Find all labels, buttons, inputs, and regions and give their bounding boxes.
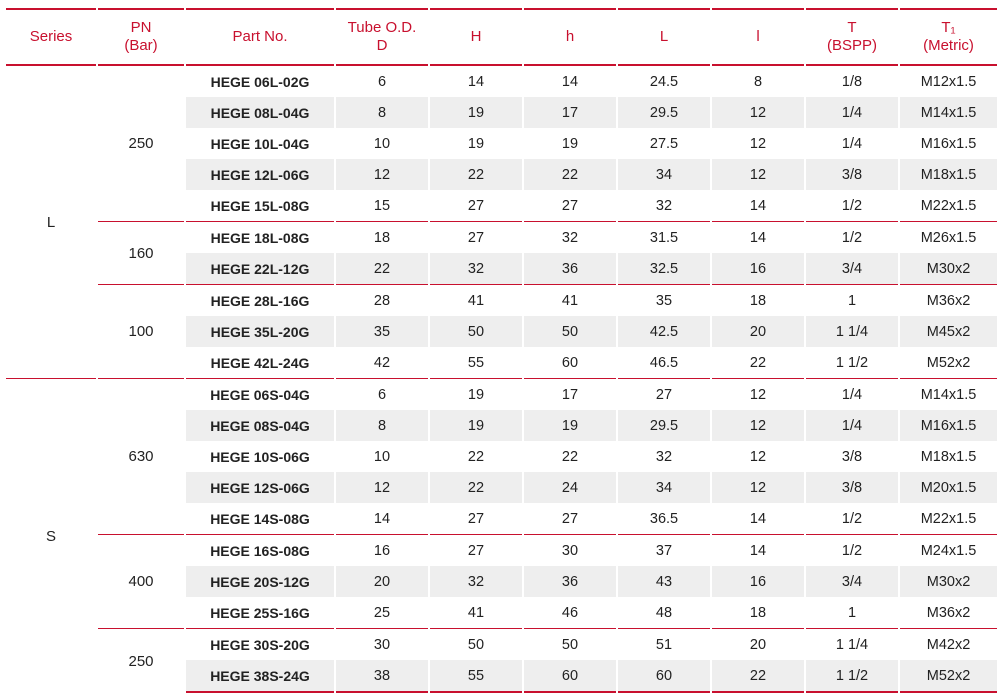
H-cell: 22 — [430, 472, 522, 503]
t-bspp-cell: 3/8 — [806, 472, 898, 503]
tube-od-cell: 16 — [336, 534, 428, 566]
l-cell: 18 — [749, 604, 767, 621]
L-cell: 42.5 — [618, 316, 710, 347]
l-cell: 18 — [712, 284, 804, 316]
H-cell: 27 — [467, 197, 485, 214]
tube-od-cell: 12 — [336, 159, 428, 190]
L-cell: 36.5 — [649, 510, 679, 527]
t1-metric-cell: M52x2 — [900, 660, 997, 693]
l-cell: 16 — [712, 566, 804, 597]
t1-metric-cell: M24x1.5 — [900, 534, 997, 566]
h-cell: 60 — [524, 660, 616, 693]
L-cell: 34 — [618, 472, 710, 503]
t-bspp-cell: 1 — [847, 604, 857, 621]
t1-metric-cell: M36x2 — [900, 284, 997, 316]
header-h: h — [524, 8, 616, 66]
tube-od-cell: 25 — [373, 604, 391, 621]
table-body — [6, 66, 997, 693]
h-cell: 36 — [524, 253, 616, 284]
header-H: H — [430, 8, 522, 66]
t1-metric-cell: M45x2 — [900, 316, 997, 347]
table-row — [6, 534, 997, 566]
spec-table — [4, 8, 999, 693]
pn-cell: 250 — [98, 628, 184, 693]
table-row — [6, 221, 997, 253]
tube-od-cell: 42 — [373, 354, 391, 371]
t-bspp-cell: 1/2 — [806, 221, 898, 253]
H-cell: 27 — [430, 534, 522, 566]
h-cell: 46 — [561, 604, 579, 621]
tube-od-cell: 12 — [336, 472, 428, 503]
t1-metric-cell: M14x1.5 — [900, 97, 997, 128]
L-cell: 31.5 — [618, 221, 710, 253]
header-t1-metric: T₁ (Metric) — [900, 8, 997, 66]
H-cell: 19 — [467, 135, 485, 152]
header-l: l — [712, 8, 804, 66]
h-cell: 27 — [561, 510, 579, 527]
H-cell: 19 — [430, 378, 522, 410]
t-bspp-cell: 1 1/2 — [835, 354, 869, 371]
h-cell: 24 — [524, 472, 616, 503]
header-t-bspp: T (BSPP) — [806, 8, 898, 66]
header-pn: PN (Bar) — [98, 8, 184, 66]
header-L: L — [618, 8, 710, 66]
part-no-cell: HEGE 08S-04G — [186, 410, 334, 441]
h-cell: 22 — [561, 448, 579, 465]
H-cell: 19 — [430, 97, 522, 128]
h-cell: 32 — [524, 221, 616, 253]
l-cell: 8 — [753, 73, 763, 90]
t1-metric-cell: M16x1.5 — [920, 135, 977, 152]
t1-metric-cell: M26x1.5 — [900, 221, 997, 253]
t-bspp-cell: 1/4 — [806, 410, 898, 441]
part-no-cell: HEGE 38S-24G — [186, 660, 334, 693]
table-row — [6, 628, 997, 660]
L-cell: 43 — [618, 566, 710, 597]
H-cell: 14 — [467, 73, 485, 90]
header-part-no: Part No. — [186, 8, 334, 66]
l-cell: 12 — [749, 135, 767, 152]
t1-metric-cell: M20x1.5 — [900, 472, 997, 503]
part-no-cell: HEGE 18L-08G — [186, 221, 334, 253]
part-no-cell: HEGE 25S-16G — [210, 604, 310, 621]
h-cell: 14 — [561, 73, 579, 90]
l-cell: 22 — [712, 660, 804, 693]
L-cell: 60 — [618, 660, 710, 693]
L-cell: 27 — [618, 378, 710, 410]
tube-od-cell: 28 — [336, 284, 428, 316]
l-cell: 12 — [712, 410, 804, 441]
part-no-cell: HEGE 12S-06G — [186, 472, 334, 503]
h-cell: 36 — [524, 566, 616, 597]
H-cell: 55 — [467, 354, 485, 371]
H-cell: 27 — [467, 510, 485, 527]
part-no-cell: HEGE 06S-04G — [186, 378, 334, 410]
part-no-cell: HEGE 28L-16G — [186, 284, 334, 316]
header-tube-od: Tube O.D. D — [336, 8, 428, 66]
l-cell: 20 — [712, 628, 804, 660]
tube-od-cell: 18 — [336, 221, 428, 253]
pn-cell: 100 — [98, 284, 184, 378]
t1-metric-cell: M22x1.5 — [920, 197, 977, 214]
tube-od-cell: 8 — [336, 410, 428, 441]
part-no-cell: HEGE 22L-12G — [186, 253, 334, 284]
L-cell: 29.5 — [618, 97, 710, 128]
tube-od-cell: 6 — [336, 378, 428, 410]
l-cell: 14 — [712, 221, 804, 253]
part-no-cell: HEGE 30S-20G — [186, 628, 334, 660]
H-cell: 22 — [467, 448, 485, 465]
tube-od-cell: 22 — [336, 253, 428, 284]
tube-od-cell: 30 — [336, 628, 428, 660]
part-no-cell: HEGE 35L-20G — [186, 316, 334, 347]
l-cell: 22 — [749, 354, 767, 371]
l-cell: 14 — [749, 197, 767, 214]
L-cell: 32 — [655, 448, 673, 465]
pn-cell: 400 — [98, 534, 184, 628]
part-no-cell: HEGE 20S-12G — [186, 566, 334, 597]
part-no-cell: HEGE 16S-08G — [186, 534, 334, 566]
l-cell: 12 — [749, 448, 767, 465]
t-bspp-cell: 1/4 — [806, 378, 898, 410]
t1-metric-cell: M14x1.5 — [900, 378, 997, 410]
H-cell: 50 — [430, 628, 522, 660]
t1-metric-cell: M52x2 — [926, 354, 971, 371]
t1-metric-cell: M22x1.5 — [920, 510, 977, 527]
t-bspp-cell: 1/2 — [806, 534, 898, 566]
h-cell: 30 — [524, 534, 616, 566]
L-cell: 32.5 — [618, 253, 710, 284]
L-cell: 37 — [618, 534, 710, 566]
h-cell: 50 — [524, 316, 616, 347]
part-no-cell: HEGE 12L-06G — [186, 159, 334, 190]
H-cell: 19 — [430, 410, 522, 441]
H-cell: 32 — [430, 566, 522, 597]
l-cell: 12 — [712, 159, 804, 190]
t-bspp-cell: 1 1/4 — [806, 628, 898, 660]
t-bspp-cell: 3/4 — [806, 253, 898, 284]
t-bspp-cell: 1/4 — [841, 135, 863, 152]
l-cell: 14 — [749, 510, 767, 527]
t-bspp-cell: 1/2 — [841, 510, 863, 527]
part-no-cell: HEGE 06L-02G — [210, 73, 310, 90]
t1-metric-cell: M30x2 — [900, 566, 997, 597]
t1-metric-cell: M42x2 — [900, 628, 997, 660]
table-header — [6, 8, 997, 66]
H-cell: 50 — [430, 316, 522, 347]
t-bspp-cell: 1 1/2 — [806, 660, 898, 693]
h-cell: 60 — [561, 354, 579, 371]
l-cell: 14 — [712, 534, 804, 566]
tube-od-cell: 35 — [336, 316, 428, 347]
tube-od-cell: 6 — [377, 73, 387, 90]
pn-cell: 630 — [98, 378, 184, 534]
L-cell: 24.5 — [649, 73, 679, 90]
table-row — [6, 284, 997, 316]
H-cell: 41 — [467, 604, 485, 621]
h-cell: 17 — [524, 97, 616, 128]
L-cell: 32 — [655, 197, 673, 214]
table-row — [6, 378, 997, 410]
t-bspp-cell: 1 — [806, 284, 898, 316]
h-cell: 27 — [561, 197, 579, 214]
h-cell: 22 — [524, 159, 616, 190]
L-cell: 46.5 — [649, 354, 679, 371]
l-cell: 16 — [712, 253, 804, 284]
series-cell: L — [46, 213, 56, 231]
t-bspp-cell: 1/2 — [841, 197, 863, 214]
t-bspp-cell: 3/8 — [841, 448, 863, 465]
pn-cell: 160 — [98, 221, 184, 284]
t1-metric-cell: M36x2 — [926, 604, 971, 621]
t-bspp-cell: 1/8 — [841, 73, 863, 90]
t1-metric-cell: M18x1.5 — [900, 159, 997, 190]
t1-metric-cell: M12x1.5 — [920, 73, 977, 90]
tube-od-cell: 38 — [336, 660, 428, 693]
part-no-cell: HEGE 14S-08G — [210, 510, 310, 527]
tube-od-cell: 8 — [336, 97, 428, 128]
part-no-cell: HEGE 10S-06G — [210, 448, 310, 465]
part-no-cell: HEGE 42L-24G — [210, 354, 310, 371]
pn-cell: 250 — [128, 135, 154, 152]
l-cell: 12 — [712, 378, 804, 410]
part-no-cell: HEGE 10L-04G — [210, 135, 310, 152]
t1-metric-cell: M30x2 — [900, 253, 997, 284]
tube-od-cell: 10 — [373, 448, 391, 465]
L-cell: 34 — [618, 159, 710, 190]
H-cell: 55 — [430, 660, 522, 693]
H-cell: 41 — [430, 284, 522, 316]
h-cell: 50 — [524, 628, 616, 660]
header-series: Series — [6, 8, 96, 66]
t-bspp-cell: 1/4 — [806, 97, 898, 128]
tube-od-cell: 10 — [373, 135, 391, 152]
l-cell: 20 — [712, 316, 804, 347]
H-cell: 27 — [430, 221, 522, 253]
h-cell: 19 — [524, 410, 616, 441]
h-cell: 17 — [524, 378, 616, 410]
part-no-cell: HEGE 15L-08G — [210, 197, 310, 214]
h-cell: 41 — [524, 284, 616, 316]
l-cell: 12 — [712, 97, 804, 128]
t1-metric-cell: M18x1.5 — [920, 448, 977, 465]
tube-od-cell: 14 — [373, 510, 391, 527]
t-bspp-cell: 3/4 — [806, 566, 898, 597]
H-cell: 32 — [430, 253, 522, 284]
tube-od-cell: 20 — [336, 566, 428, 597]
table-row — [6, 66, 997, 97]
L-cell: 27.5 — [649, 135, 679, 152]
tube-od-cell: 15 — [373, 197, 391, 214]
part-no-cell: HEGE 08L-04G — [186, 97, 334, 128]
L-cell: 29.5 — [618, 410, 710, 441]
L-cell: 48 — [655, 604, 673, 621]
t1-metric-cell: M16x1.5 — [900, 410, 997, 441]
H-cell: 22 — [430, 159, 522, 190]
h-cell: 19 — [561, 135, 579, 152]
series-cell: S — [6, 378, 96, 693]
L-cell: 35 — [618, 284, 710, 316]
t-bspp-cell: 3/8 — [806, 159, 898, 190]
l-cell: 12 — [712, 472, 804, 503]
t-bspp-cell: 1 1/4 — [806, 316, 898, 347]
L-cell: 51 — [618, 628, 710, 660]
